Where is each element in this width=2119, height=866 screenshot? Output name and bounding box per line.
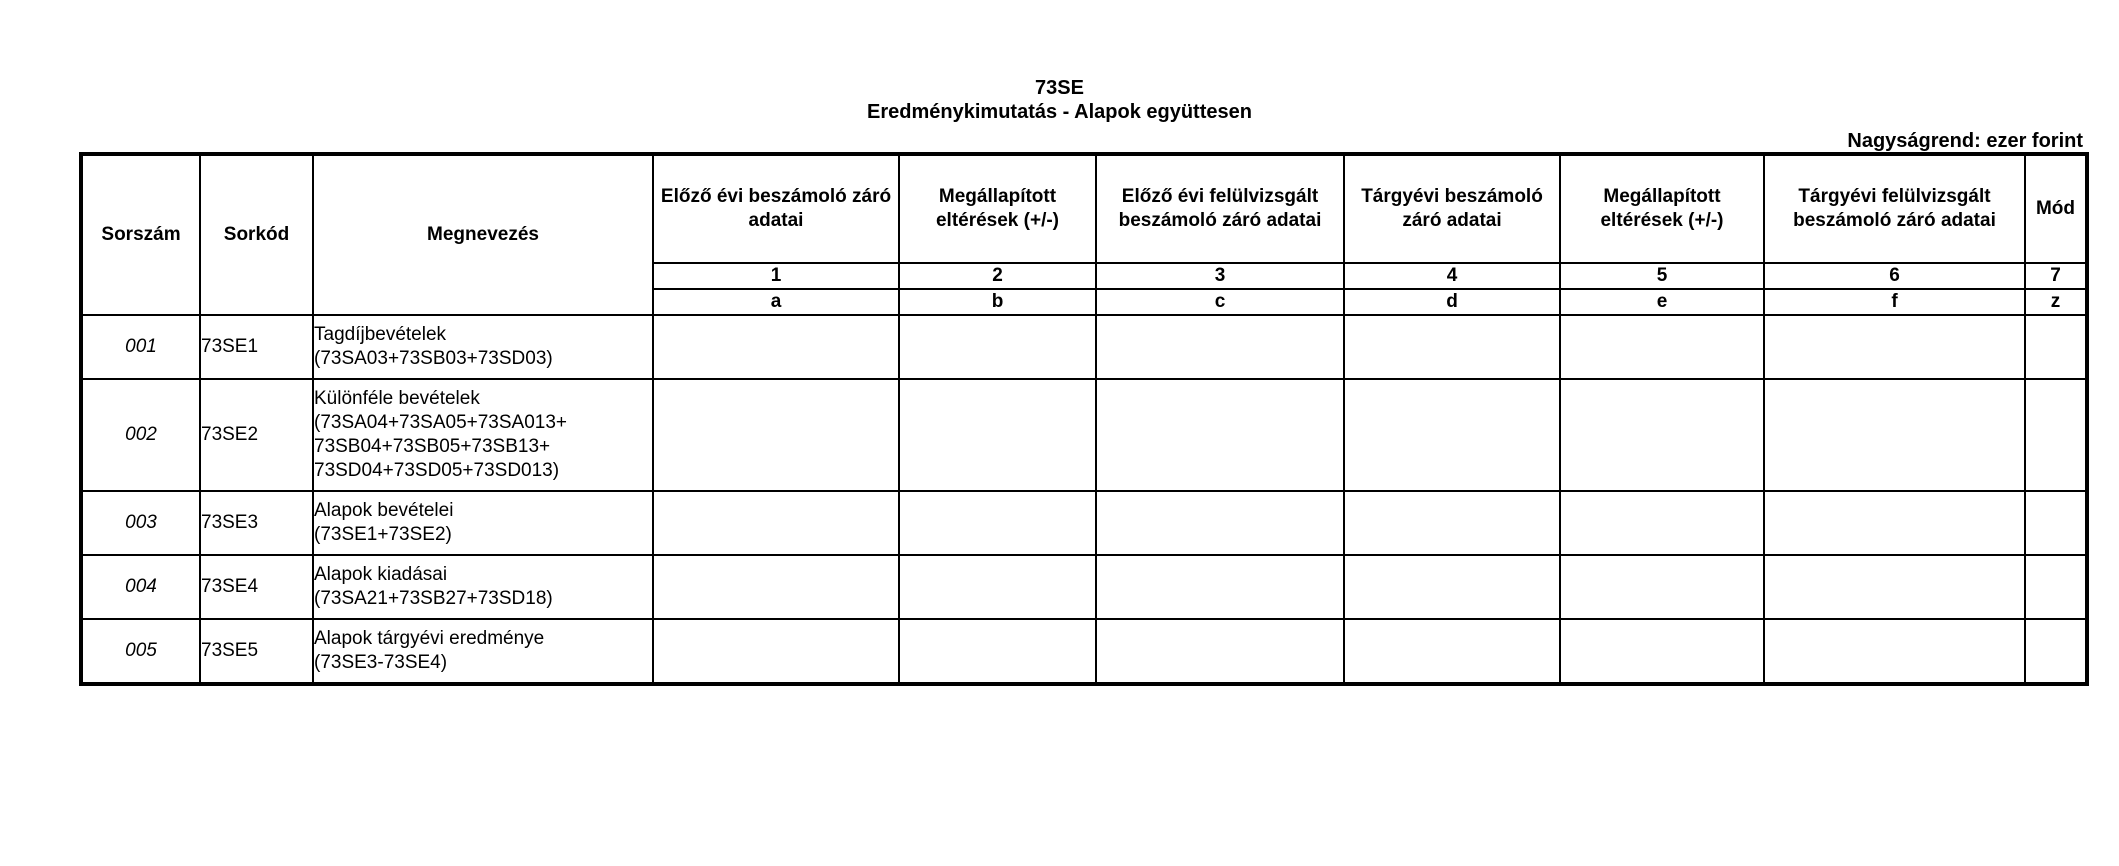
table-row: [81, 315, 2087, 379]
data-cell[interactable]: [2025, 491, 2087, 555]
data-cell[interactable]: [1096, 619, 1344, 684]
data-cell[interactable]: [1096, 491, 1344, 555]
row-name-text: Különféle bevételek: [314, 388, 480, 409]
row-name-text: Alapok bevételei: [314, 500, 454, 521]
data-cell[interactable]: [1560, 491, 1764, 555]
col-number: 3: [1096, 263, 1344, 289]
data-cell[interactable]: [2025, 555, 2087, 619]
col-letter: z: [2025, 289, 2087, 315]
row-formula: (73SA03+73SB03+73SD03): [314, 348, 553, 369]
col-header-3: Előző évi felülvizsgált beszámoló záró adatai: [1096, 154, 1344, 263]
report-code: 73SE: [1035, 77, 1084, 99]
data-cell[interactable]: [899, 555, 1096, 619]
data-cell[interactable]: [1560, 315, 1764, 379]
row-formula: (73SE1+73SE2): [314, 524, 452, 545]
col-header-1: Előző évi beszámoló záró adatai: [653, 154, 899, 263]
unit-label: Nagyságrend: ezer forint: [1847, 130, 2083, 152]
data-cell[interactable]: [1764, 491, 2025, 555]
row-sorkod: 73SE3: [200, 491, 313, 555]
data-cell[interactable]: [899, 379, 1096, 491]
row-sorkod: 73SE2: [200, 379, 313, 491]
col-header-6: Tárgyévi felülvizsgált beszámoló záró adatai: [1764, 154, 2025, 263]
col-header-4: Tárgyévi beszámoló záró adatai: [1344, 154, 1560, 263]
col-header-sorkod: Sorkód: [200, 154, 313, 315]
data-cell[interactable]: [1764, 379, 2025, 491]
col-number: 4: [1344, 263, 1560, 289]
col-letter: a: [653, 289, 899, 315]
data-cell[interactable]: [653, 619, 899, 684]
data-cell[interactable]: [1764, 555, 2025, 619]
col-letter: c: [1096, 289, 1344, 315]
table-row: [81, 491, 2087, 555]
row-sorszam: 005: [81, 619, 200, 684]
col-number: 6: [1764, 263, 2025, 289]
row-sorkod: 73SE4: [200, 555, 313, 619]
row-formula: (73SA04+73SA05+73SA013+ 73SB04+73SB05+73SB13+ 73SD04+73SD05+73SD013): [314, 412, 568, 481]
data-cell[interactable]: [1560, 619, 1764, 684]
col-letter: b: [899, 289, 1096, 315]
table-row: [81, 379, 2087, 491]
data-cell[interactable]: [1344, 619, 1560, 684]
row-sorszam: 004: [81, 555, 200, 619]
row-sorszam: 002: [81, 379, 200, 491]
data-cell[interactable]: [2025, 315, 2087, 379]
row-name: [313, 619, 653, 684]
data-cell[interactable]: [1096, 379, 1344, 491]
data-cell[interactable]: [1560, 555, 1764, 619]
data-cell[interactable]: [653, 555, 899, 619]
row-name: [313, 379, 653, 491]
data-cell[interactable]: [1344, 491, 1560, 555]
col-header-megnevezes: Megnevezés: [313, 154, 653, 315]
data-cell[interactable]: [2025, 619, 2087, 684]
row-name: [313, 491, 653, 555]
data-cell[interactable]: [1344, 379, 1560, 491]
col-letter: e: [1560, 289, 1764, 315]
income-statement-table: [79, 152, 2089, 686]
data-cell[interactable]: [1764, 619, 2025, 684]
data-cell[interactable]: [653, 315, 899, 379]
row-sorszam: 003: [81, 491, 200, 555]
row-name: [313, 315, 653, 379]
col-number: 5: [1560, 263, 1764, 289]
col-header-5: Megállapított eltérések (+/-): [1560, 154, 1764, 263]
report-title-block: [0, 76, 2119, 124]
col-number: 2: [899, 263, 1096, 289]
data-cell[interactable]: [1096, 555, 1344, 619]
col-number: 7: [2025, 263, 2087, 289]
data-cell[interactable]: [1344, 555, 1560, 619]
header-row: [81, 154, 2087, 263]
col-letter: f: [1764, 289, 2025, 315]
table-row: [81, 619, 2087, 684]
report-title: Eredménykimutatás - Alapok együttesen: [867, 101, 1252, 123]
col-letter: d: [1344, 289, 1560, 315]
data-cell[interactable]: [899, 315, 1096, 379]
data-cell[interactable]: [899, 491, 1096, 555]
row-name: [313, 555, 653, 619]
data-cell[interactable]: [1560, 379, 1764, 491]
data-cell[interactable]: [653, 491, 899, 555]
table-row: [81, 555, 2087, 619]
row-name-text: Tagdíjbevételek: [314, 324, 447, 345]
col-header-7: Mód: [2025, 154, 2087, 263]
col-header-sorszam: Sorszám: [81, 154, 200, 315]
data-cell[interactable]: [2025, 379, 2087, 491]
row-sorkod: 73SE1: [200, 315, 313, 379]
data-cell[interactable]: [1344, 315, 1560, 379]
col-number: 1: [653, 263, 899, 289]
row-sorkod: 73SE5: [200, 619, 313, 684]
row-formula: (73SA21+73SB27+73SD18): [314, 588, 553, 609]
data-cell[interactable]: [899, 619, 1096, 684]
row-formula: (73SE3-73SE4): [314, 652, 448, 673]
col-header-2: Megállapított eltérések (+/-): [899, 154, 1096, 263]
data-cell[interactable]: [1764, 315, 2025, 379]
row-name-text: Alapok tárgyévi eredménye: [314, 628, 545, 649]
data-cell[interactable]: [1096, 315, 1344, 379]
row-name-text: Alapok kiadásai: [314, 564, 448, 585]
data-cell[interactable]: [653, 379, 899, 491]
row-sorszam: 001: [81, 315, 200, 379]
